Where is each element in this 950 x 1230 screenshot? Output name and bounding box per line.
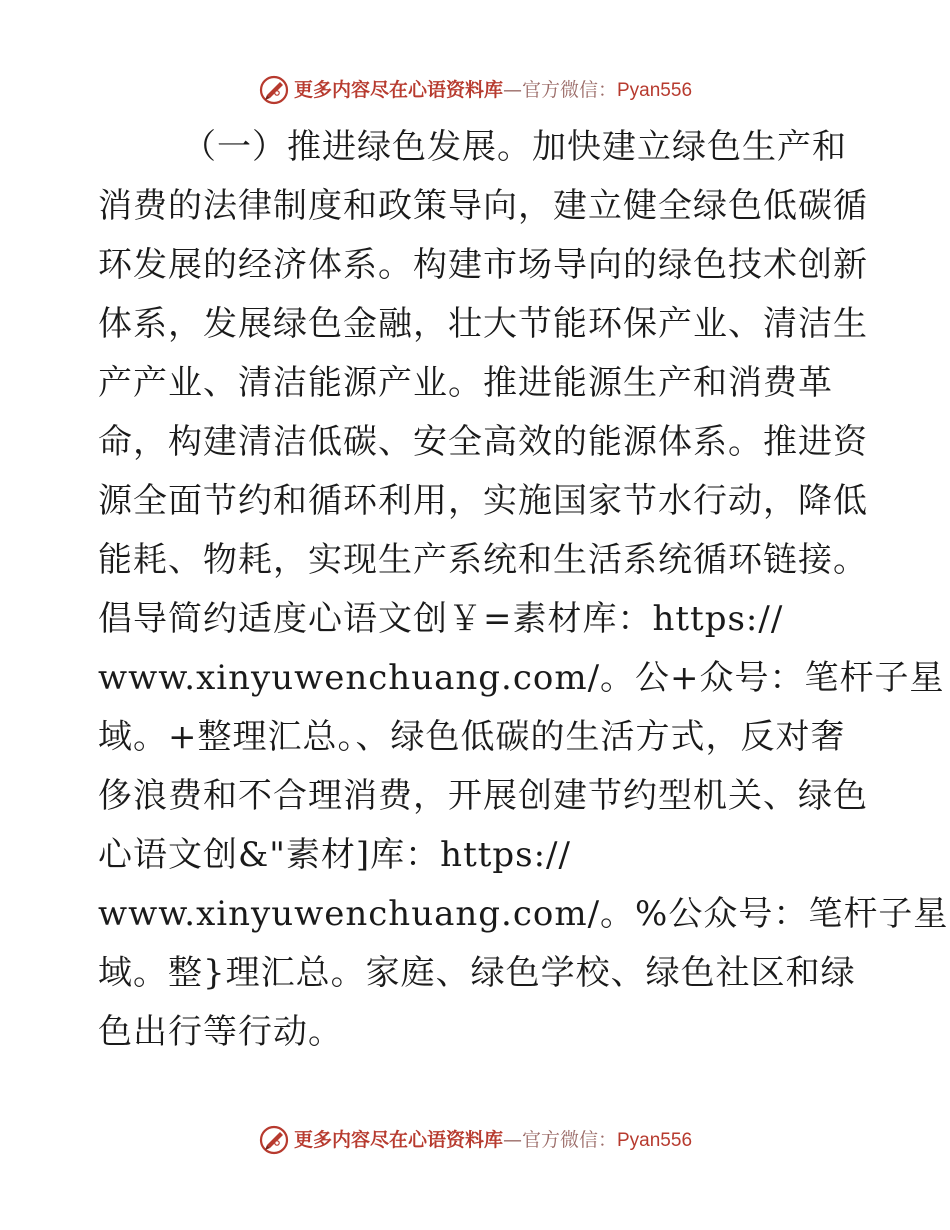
footer-banner-side: 官方微信： [521, 1128, 617, 1151]
header-banner-wechat-id: Pyan556 [617, 79, 693, 101]
footer-banner [0, 1122, 950, 1158]
footer-banner-main: 更多内容尽在心语资料库 [293, 1128, 503, 1151]
body-line: 源全面节约和循环利用，实施国家节水行动，降低 [98, 481, 868, 521]
body-line: 环发展的经济体系。构建市场导向的绿色技术创新 [98, 245, 868, 285]
header-banner [0, 72, 950, 108]
body-line: www.xinyuwenchuang.com/。%公众号：笔杆子星 [98, 894, 949, 934]
body-line: 域。整}理汇总。家庭、绿色学校、绿色社区和绿 [98, 953, 856, 993]
footer-banner-dash: — [502, 1128, 522, 1151]
body-line: 侈浪费和不合理消费，开展创建节约型机关、绿色 [98, 776, 868, 816]
body-line: （一）推进绿色发展。加快建立绿色生产和 [182, 127, 847, 167]
body-line: 域。+整理汇总。、绿色低碳的生活方式，反对奢 [98, 717, 846, 757]
pen-logo-icon [258, 1124, 290, 1156]
body-line: 消费的法律制度和政策导向，建立健全绿色低碳循 [98, 186, 868, 226]
body-line: 心语文创&"素材]库：https:// [98, 835, 571, 875]
body-line: 能耗、物耗，实现生产系统和生活系统循环链接。 [98, 540, 868, 580]
header-banner-dash: — [502, 78, 522, 101]
header-banner-main: 更多内容尽在心语资料库 [293, 78, 503, 101]
document-body [98, 118, 949, 1062]
body-line: 倡导简约适度心语文创￥=素材库：https:// [98, 599, 784, 639]
body-line: 体系，发展绿色金融，壮大节能环保产业、清洁生 [98, 304, 868, 344]
body-line: 产产业、清洁能源产业。推进能源生产和消费革 [98, 363, 833, 403]
header-banner-text [294, 72, 692, 109]
body-line: 命，构建清洁低碳、安全高效的能源体系。推进资 [98, 422, 868, 462]
body-line: www.xinyuwenchuang.com/。公+众号：笔杆子星 [98, 658, 945, 698]
header-banner-side: 官方微信： [521, 78, 617, 101]
footer-banner-wechat-id: Pyan556 [617, 1129, 693, 1151]
footer-banner-text [294, 1122, 692, 1159]
body-line: 色出行等行动。 [98, 1012, 343, 1052]
pen-logo-icon [258, 74, 290, 106]
